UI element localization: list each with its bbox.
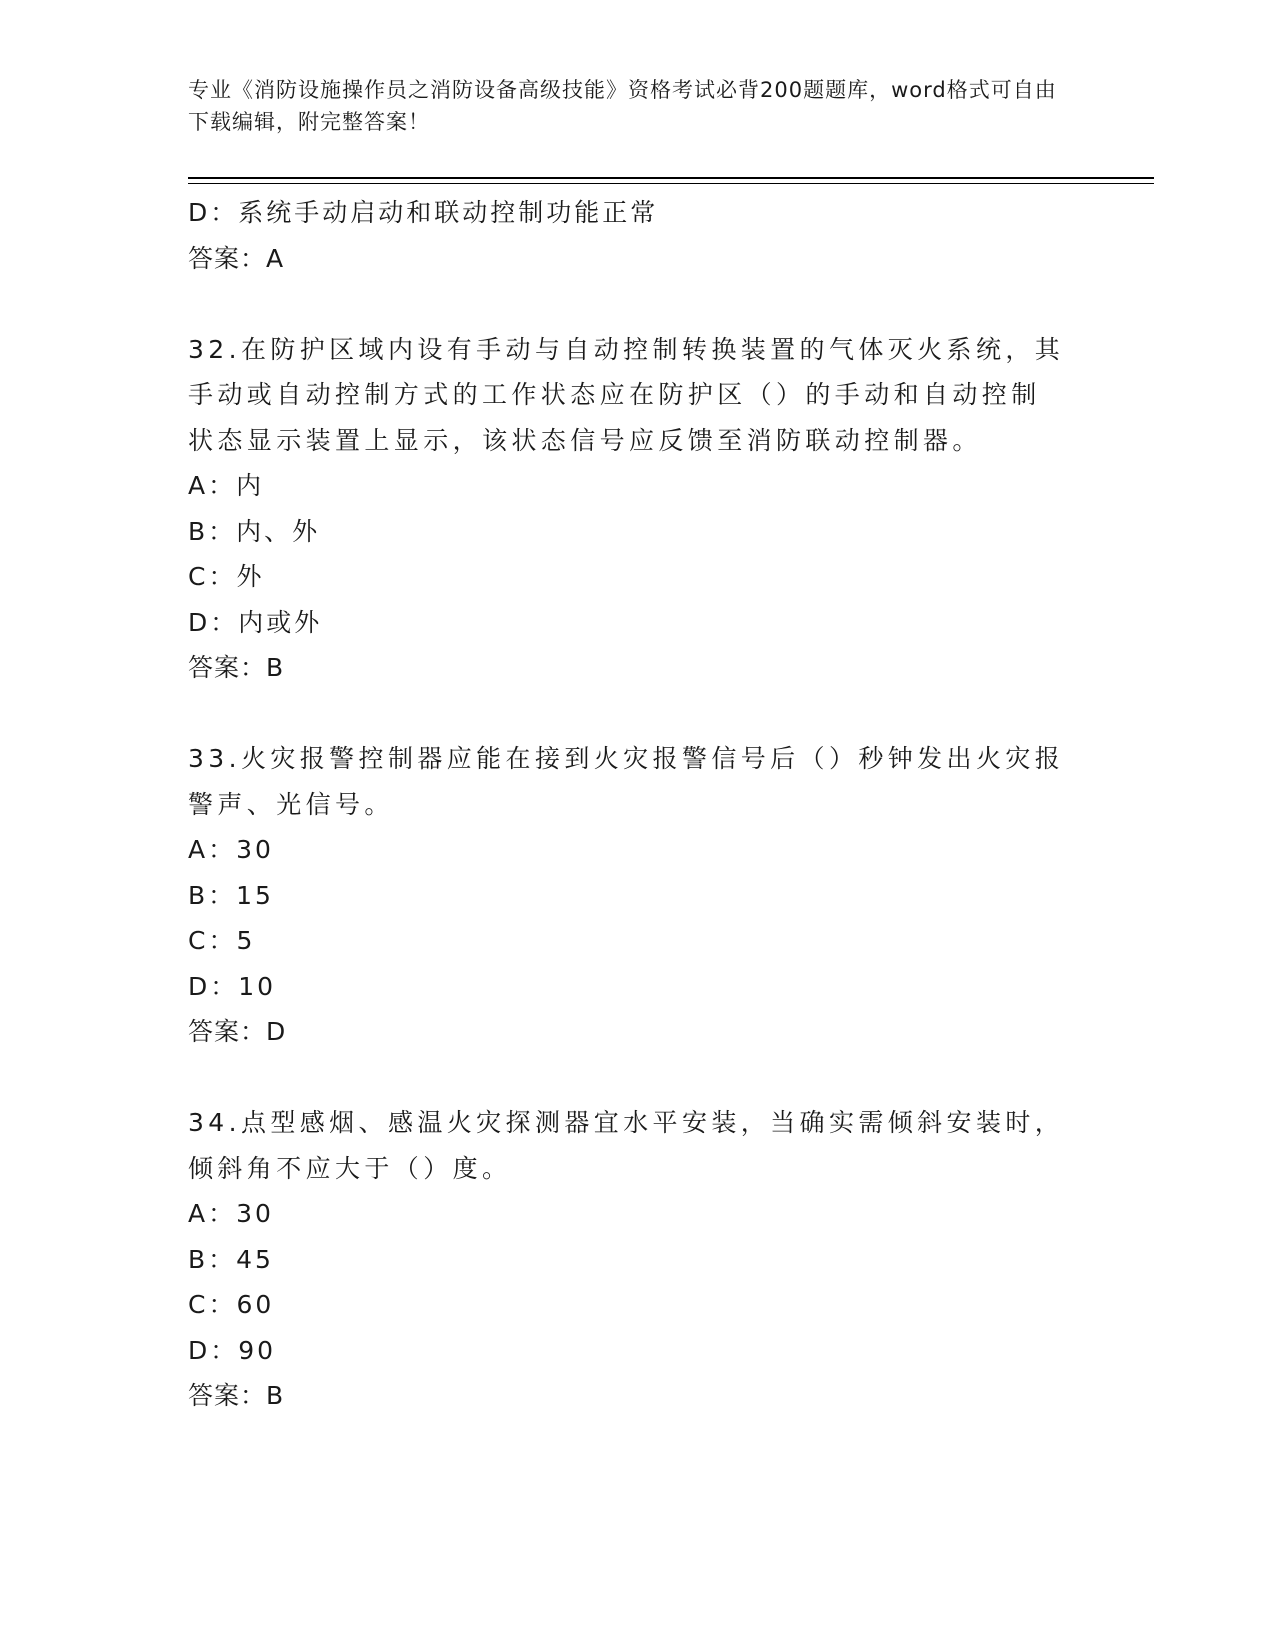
question-33-option-d: D：10 [188, 971, 277, 1001]
question-34-option-c: C：60 [188, 1290, 275, 1319]
question-34-option-a: A：30 [188, 1199, 274, 1228]
question-33 [188, 736, 1088, 1055]
header-divider-thin [188, 183, 1154, 184]
question-32-option-c: C：外 [188, 562, 265, 591]
question-32-option-b: B：内、外 [188, 516, 321, 546]
question-33-option-a: A：30 [188, 835, 274, 864]
question-32 [188, 327, 1088, 691]
prev-option-d: D：系统手动启动和联动控制功能正常 [188, 198, 659, 227]
question-33-option-c: C：5 [188, 926, 256, 955]
question-34-answer: 答案：B [188, 1381, 285, 1410]
question-34 [188, 1100, 1088, 1419]
question-33-answer: 答案：D [188, 1017, 287, 1046]
question-content [188, 190, 1088, 1419]
question-32-option-a: A：内 [188, 471, 265, 500]
prev-answer: 答案：A [188, 243, 285, 273]
question-32-answer: 答案：B [188, 653, 285, 682]
header-divider-thick [188, 177, 1154, 179]
question-33-option-b: B：15 [188, 880, 274, 910]
question-32-option-d: D：内或外 [188, 607, 323, 637]
document-header: 专业《消防设施操作员之消防设备高级技能》资格考试必背200题题库，word格式可自由下载编辑，附完整答案！ [188, 78, 1057, 134]
question-34-option-d: D：90 [188, 1335, 277, 1365]
question-33-text: 33.火灾报警控制器应能在接到火灾报警信号后（）秒钟发出火灾报警声、光信号。 [188, 744, 1065, 819]
question-34-option-b: B：45 [188, 1244, 274, 1274]
question-32-text: 32.在防护区域内设有手动与自动控制转换装置的气体灭火系统，其手动或自动控制方式的工作状态应在防护区（）的手动和自动控制状态显示装置上显示，该状态信号应反馈至消防联动控制器。 [188, 334, 1065, 455]
question-34-text: 34.点型感烟、感温火灾探测器宜水平安装，当确实需倾斜安装时，倾斜角不应大于（）度。 [188, 1108, 1065, 1183]
